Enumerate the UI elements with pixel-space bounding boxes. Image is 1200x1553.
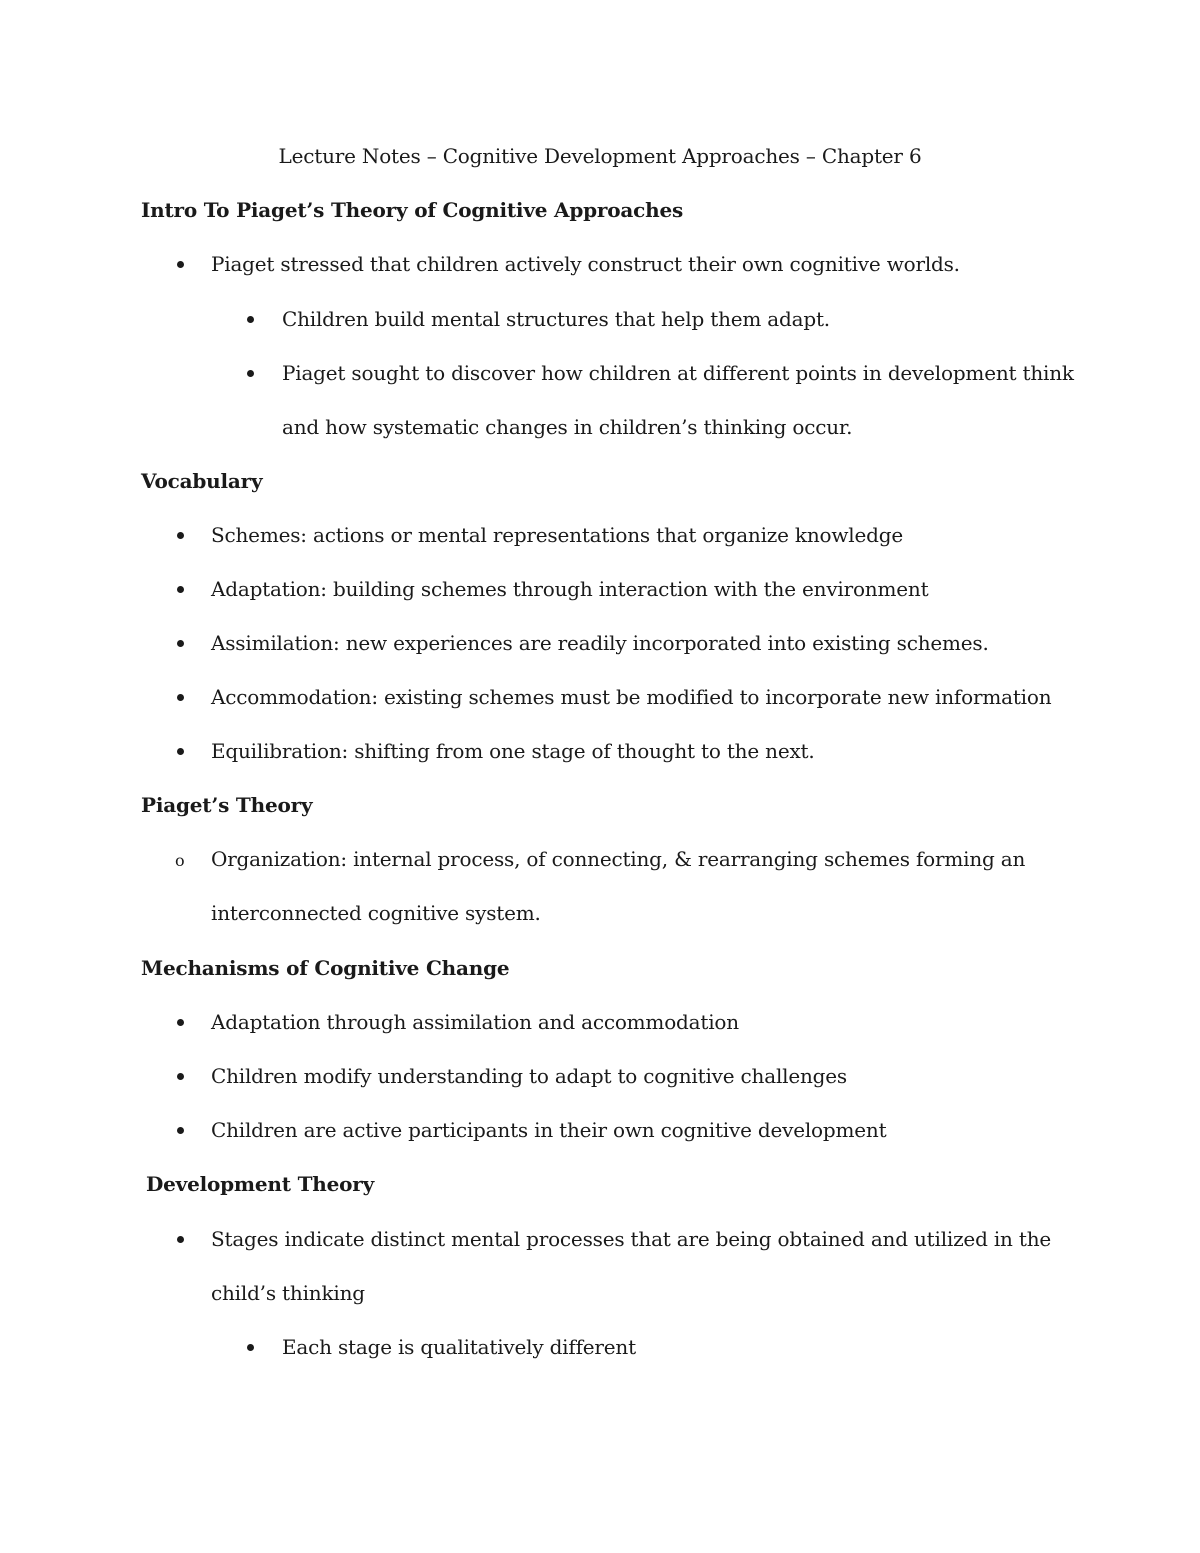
- list-item: Children modify understanding to adapt to cognitive challenges: [211, 1064, 847, 1088]
- bullet-icon: [247, 304, 254, 323]
- bullet-icon: [247, 1332, 254, 1351]
- bullet-icon: [247, 358, 254, 377]
- list-item-continuation: child’s thinking: [211, 1281, 365, 1305]
- section-heading-mechanisms: Mechanisms of Cognitive Change: [141, 956, 510, 980]
- page-title: Lecture Notes – Cognitive Development Approaches – Chapter 6: [278, 144, 922, 168]
- list-item: Organization: internal process, of connecting, & rearranging schemes forming an: [211, 847, 1026, 871]
- list-item: Children are active participants in their own cognitive development: [211, 1118, 887, 1142]
- bullet-icon: [177, 682, 184, 701]
- list-item: Piaget sought to discover how children at different points in development think: [282, 361, 1074, 385]
- list-item: Piaget stressed that children actively construct their own cognitive worlds.: [211, 252, 960, 276]
- section-heading-development-theory: Development Theory: [146, 1172, 375, 1196]
- bullet-icon: [177, 249, 184, 268]
- list-item: Accommodation: existing schemes must be modified to incorporate new information: [211, 685, 1052, 709]
- bullet-icon: [177, 520, 184, 539]
- bullet-icon: [177, 1224, 184, 1243]
- list-item: Assimilation: new experiences are readily incorporated into existing schemes.: [211, 631, 989, 655]
- bullet-icon: [177, 1061, 184, 1080]
- list-item: Schemes: actions or mental representations that organize knowledge: [211, 523, 903, 547]
- bullet-icon: [177, 628, 184, 647]
- circle-bullet-icon: o: [175, 851, 185, 870]
- list-item: Children build mental structures that help them adapt.: [282, 307, 830, 331]
- list-item: Stages indicate distinct mental processes that are being obtained and utilized in the: [211, 1227, 1052, 1251]
- section-heading-vocabulary: Vocabulary: [141, 469, 263, 493]
- list-item: Each stage is qualitatively different: [282, 1335, 636, 1359]
- section-heading-piagets-theory: Piaget’s Theory: [141, 793, 313, 817]
- bullet-icon: [177, 736, 184, 755]
- list-item: Equilibration: shifting from one stage of thought to the next.: [211, 739, 815, 763]
- bullet-icon: [177, 574, 184, 593]
- bullet-icon: [177, 1007, 184, 1026]
- section-heading-intro: Intro To Piaget’s Theory of Cognitive Approaches: [141, 198, 684, 222]
- list-item: Adaptation: building schemes through interaction with the environment: [211, 577, 929, 601]
- list-item: Adaptation through assimilation and accommodation: [211, 1010, 739, 1034]
- bullet-icon: [177, 1115, 184, 1134]
- list-item-continuation: interconnected cognitive system.: [211, 901, 541, 925]
- list-item-continuation: and how systematic changes in children’s thinking occur.: [282, 415, 853, 439]
